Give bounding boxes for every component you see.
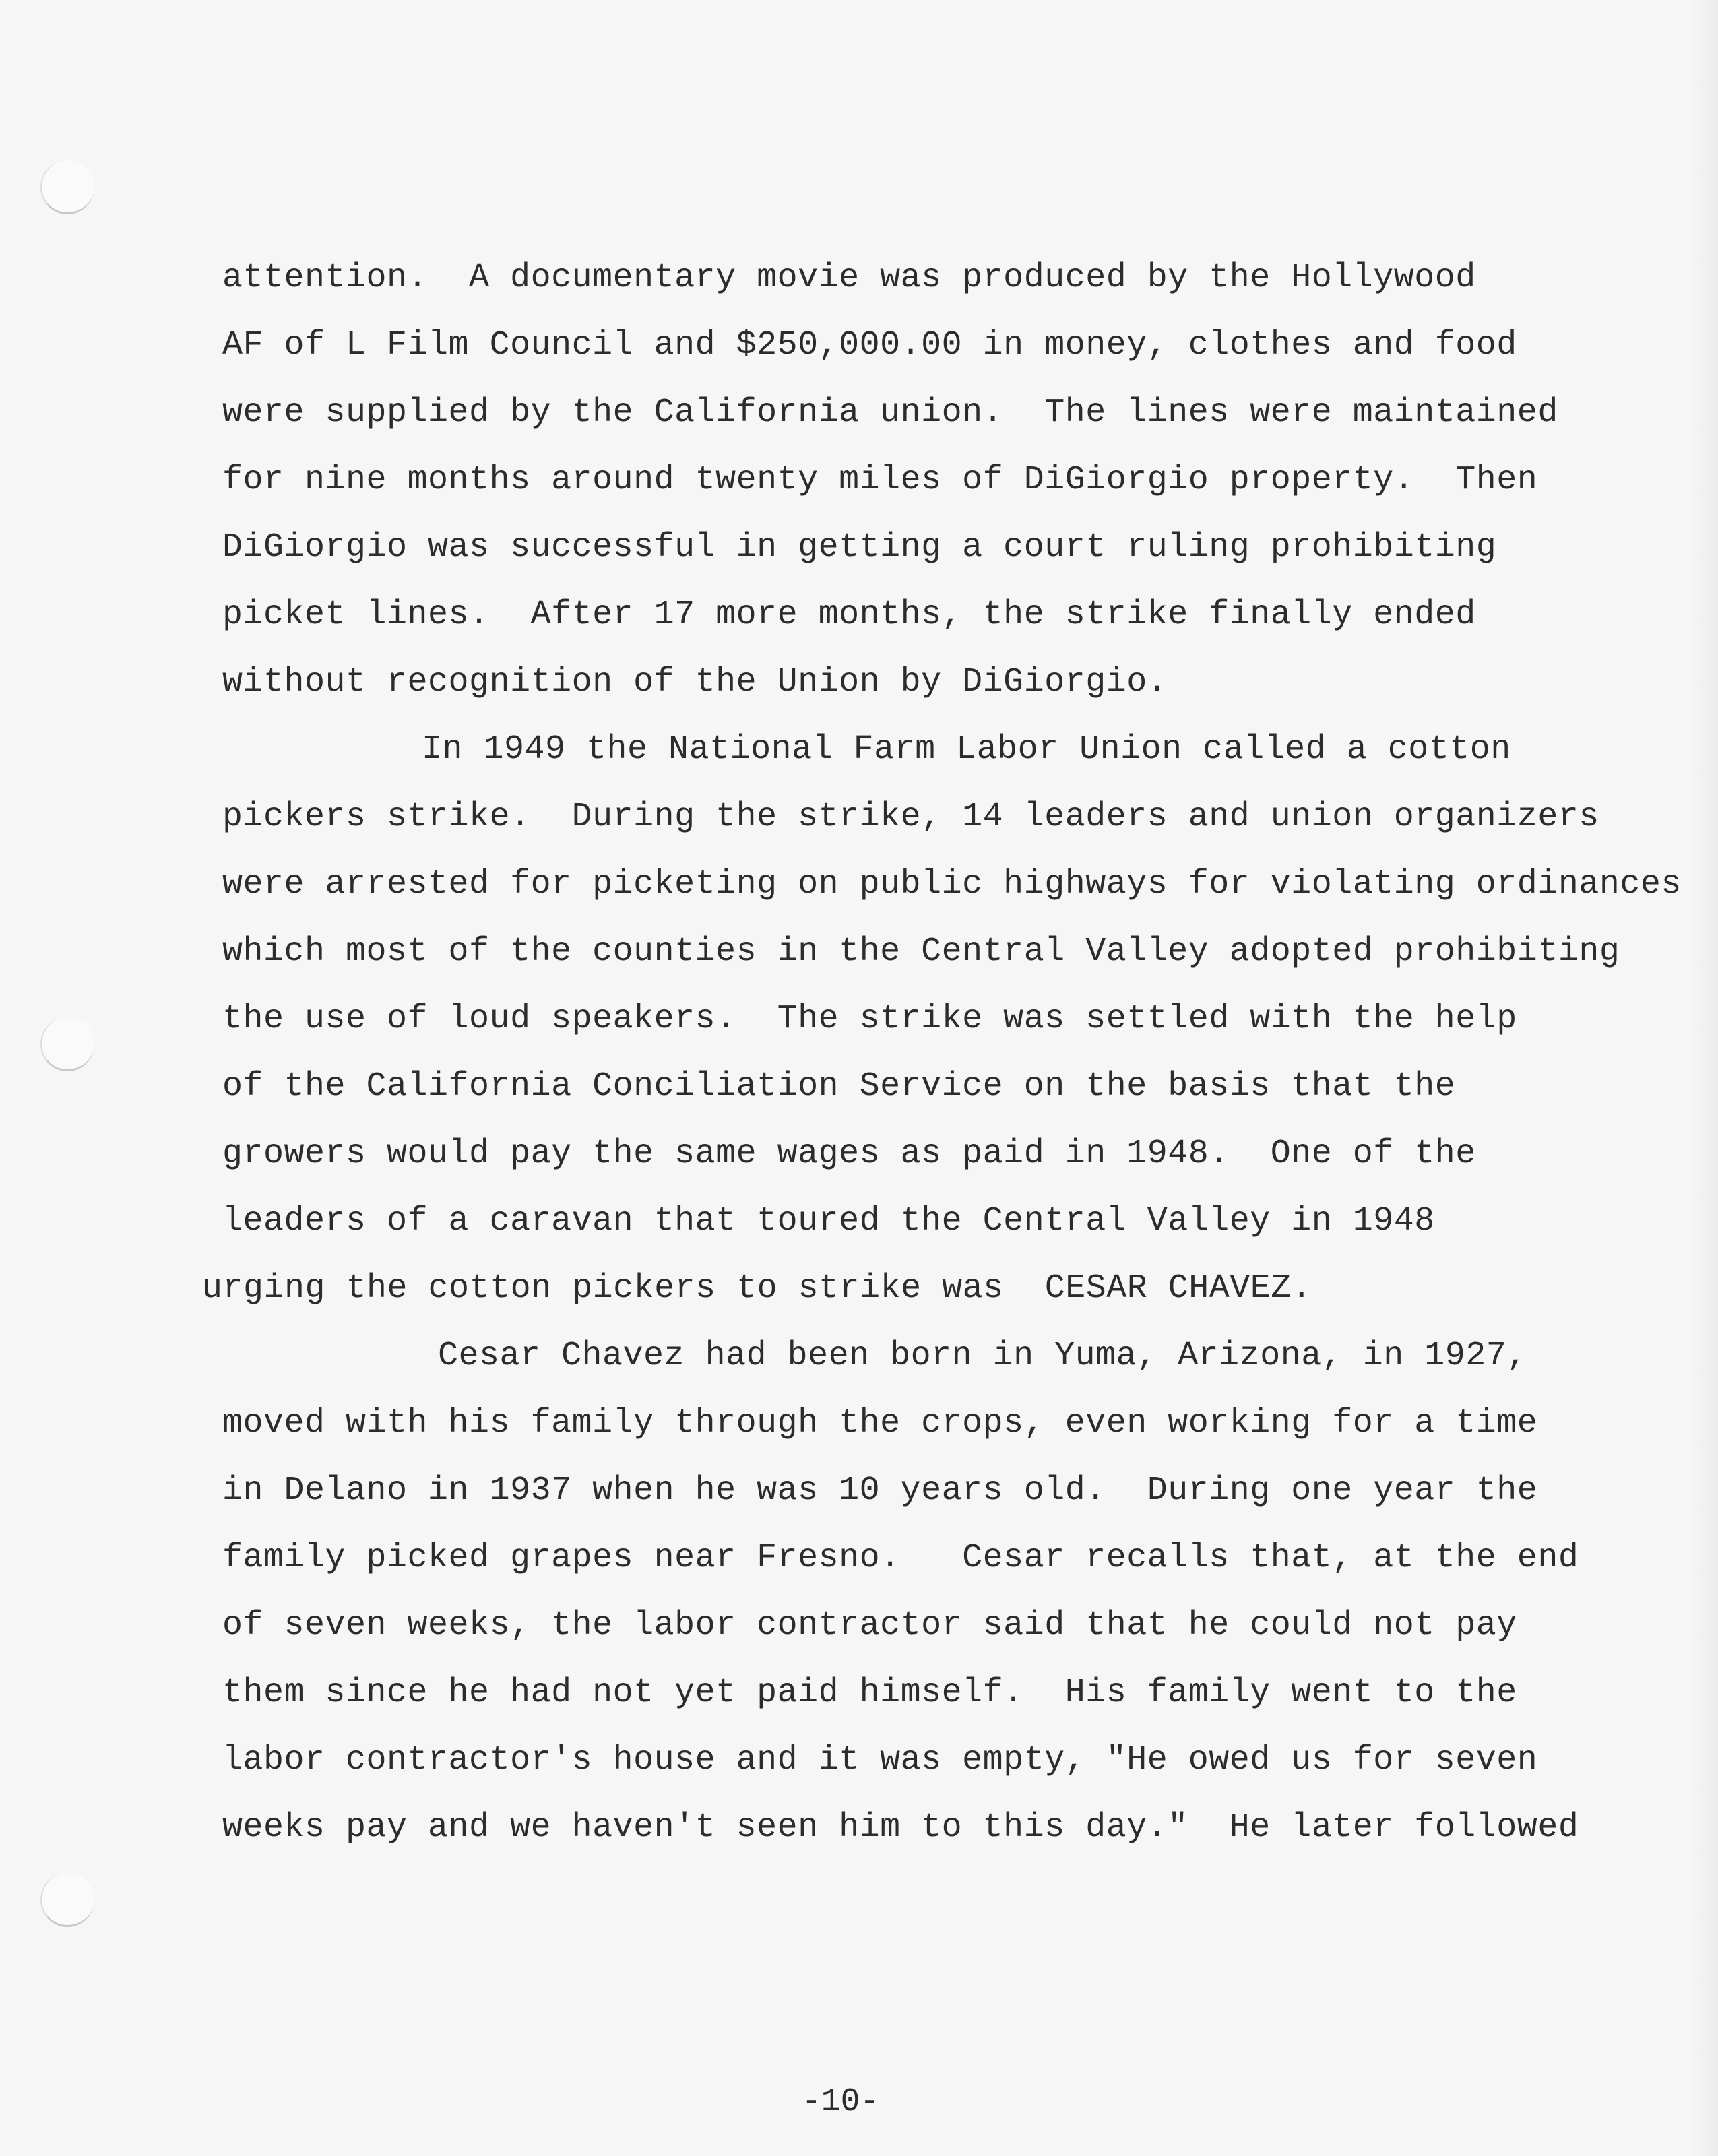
page-edge-shadow [1691,0,1718,2156]
punch-hole-icon [40,160,94,214]
text-line: attention. A documentary movie was produced by the Hollywood [222,259,1476,297]
text-line: without recognition of the Union by DiGiorgio. [222,663,1168,701]
text-line: leaders of a caravan that toured the Central Valley in 1948 [222,1202,1435,1240]
text-line: in Delano in 1937 when he was 10 years old. During one year the [222,1471,1538,1510]
text-line: were arrested for picketing on public highways for violating ordinances [222,865,1682,903]
text-line: for nine months around twenty miles of DiGiorgio property. Then [222,461,1538,499]
text-line: the use of loud speakers. The strike was settled with the help [222,1000,1517,1038]
text-line: AF of L Film Council and $250,000.00 in money, clothes and food [222,326,1517,364]
text-line: labor contractor's house and it was empty, "He owed us for seven [222,1741,1538,1779]
punch-hole-icon [40,1873,94,1927]
text-line: urging the cotton pickers to strike was CESAR CHAVEZ. [202,1269,1312,1308]
text-line: which most of the counties in the Central Valley adopted prohibiting [222,932,1620,971]
paragraph-first-line: Cesar Chavez had been born in Yuma, Arizona, in 1927, [438,1337,1527,1375]
page-number: -10- [802,2084,880,2120]
text-line: growers would pay the same wages as paid in 1948. One of the [222,1135,1476,1173]
text-line: of the California Conciliation Service on the basis that the [222,1067,1456,1106]
text-line: weeks pay and we haven't seen him to this day." He later followed [222,1808,1579,1847]
punch-hole-icon [40,1017,94,1071]
text-line: them since he had not yet paid himself. His family went to the [222,1674,1517,1712]
paragraph-first-line: In 1949 the National Farm Labor Union called a cotton [422,730,1511,769]
text-line: DiGiorgio was successful in getting a court ruling prohibiting [222,528,1497,567]
text-line: moved with his family through the crops, even working for a time [222,1404,1538,1442]
text-line: family picked grapes near Fresno. Cesar recalls that, at the end [222,1539,1579,1577]
text-line: of seven weeks, the labor contractor said that he could not pay [222,1606,1517,1645]
text-line: were supplied by the California union. The lines were maintained [222,393,1558,432]
text-line: pickers strike. During the strike, 14 leaders and union organizers [222,798,1599,836]
text-line: picket lines. After 17 more months, the strike finally ended [222,596,1476,634]
